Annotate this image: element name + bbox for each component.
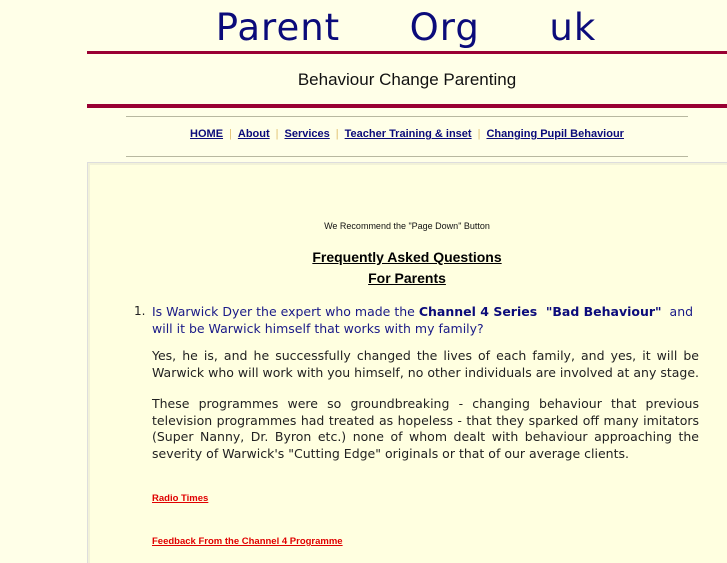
faq-answer-paragraph-2: These programmes were so groundbreaking - changing behaviour that previous television programmes had treated as hopeless - that they sparked off many imitators (Super Nanny, Dr. Byron etc.) none of whom dealt with behaviour approaching the severity of Warwick's "Cutting Edge" originals or that of our average clients.	[152, 396, 699, 461]
header-divider-bottom	[87, 104, 727, 108]
nav-divider-bottom	[126, 156, 688, 157]
nav-separator: |	[335, 128, 339, 140]
nav-link-services[interactable]: Services	[284, 128, 330, 140]
radio-times-link[interactable]: Radio Times	[152, 493, 209, 504]
nav-link-home[interactable]: HOME	[190, 128, 224, 140]
nav-separator: |	[477, 128, 481, 140]
main-nav	[126, 128, 688, 140]
faq-question	[152, 303, 712, 337]
site-title: Parent Org uk	[215, 6, 597, 49]
nav-separator: |	[229, 128, 232, 140]
nav-divider-top	[126, 116, 688, 117]
question-number: 1.	[134, 304, 146, 318]
faq-heading: Frequently Asked Questions	[312, 249, 502, 265]
content-panel	[87, 162, 727, 563]
header-divider-top	[87, 51, 727, 54]
faq-answer-paragraph-1: Yes, he is, and he successfully changed the lives of each family, and yes, it will be Warwick who will work with you himself, no other individuals are involved at any stage.	[152, 348, 699, 380]
nav-link-teacher-training[interactable]: Teacher Training & inset	[344, 128, 472, 140]
nav-link-changing-pupil-behaviour[interactable]: Changing Pupil Behaviour	[486, 128, 624, 140]
question-text-start: Is Warwick Dyer the expert who made the	[152, 304, 415, 319]
faq-subheading: For Parents	[368, 270, 446, 286]
question-text-end: and will it be Warwick himself that works with my family?	[152, 304, 694, 336]
nav-link-about[interactable]: About	[237, 128, 270, 140]
question-series-name: Channel 4 Series "Bad Behaviour"	[418, 304, 662, 319]
channel4-feedback-link[interactable]: Feedback From the Channel 4 Programme	[152, 536, 343, 547]
site-subtitle: Behaviour Change Parenting	[297, 70, 517, 89]
nav-separator: |	[275, 128, 279, 140]
page-down-note: We Recommend the "Page Down" Button	[324, 221, 490, 231]
